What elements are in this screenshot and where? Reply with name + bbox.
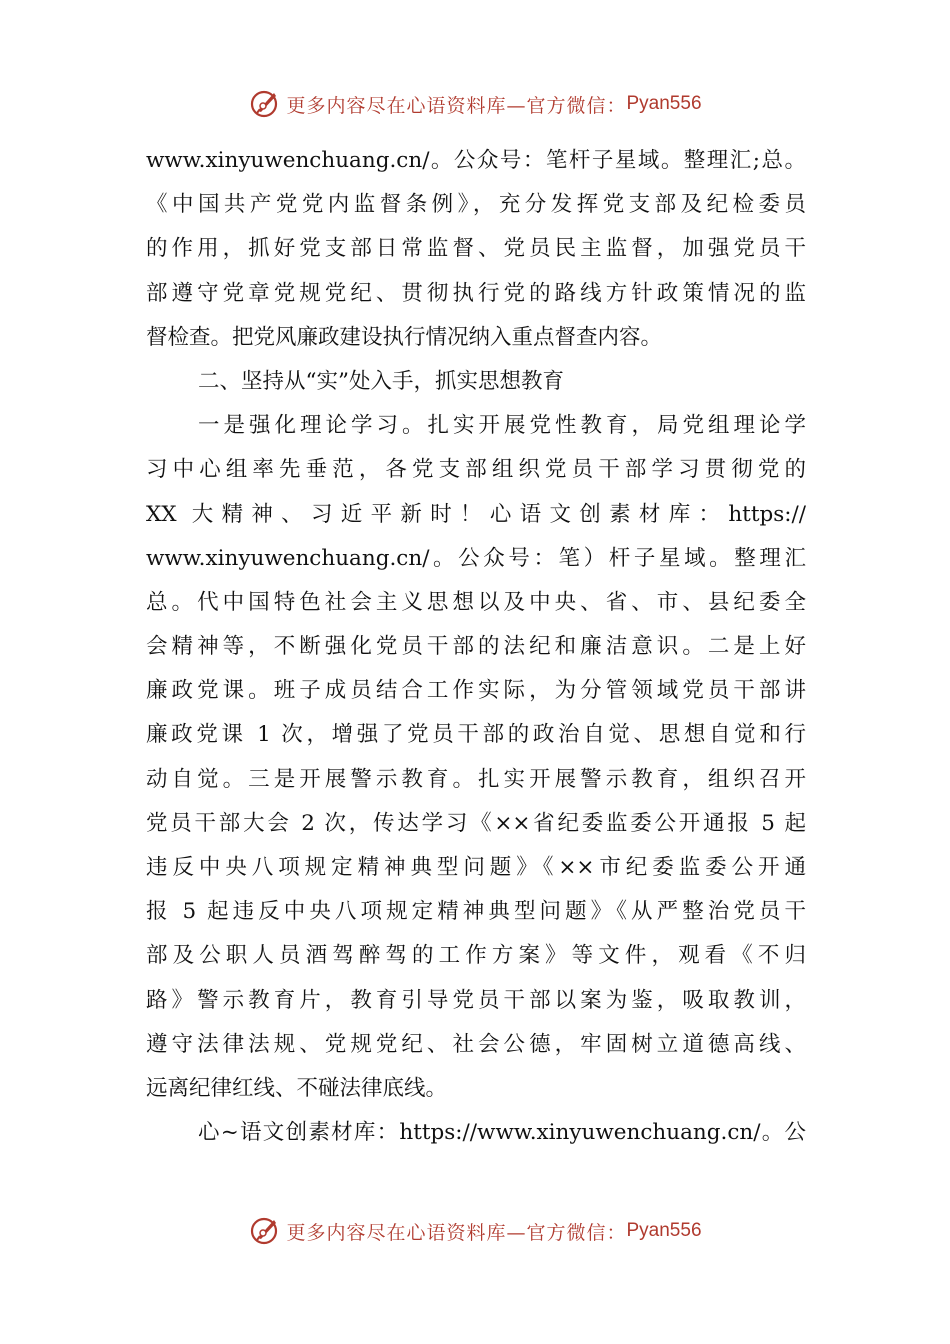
banner-wechat-id: Pyan556 <box>626 93 702 114</box>
text-line: 心~语文创素材库：https://www.xinyuwenchuang.cn/。公 <box>198 1120 806 1146</box>
text-line: 习中心组率先垂范，各党支部组织党员干部学习贯彻党的 <box>146 457 806 483</box>
text-line: 督检查。把党风廉政建设执行情况纳入重点督查内容。 <box>146 324 663 350</box>
text-line: 的作用，抓好党支部日常监督、党员民主监督，加强党员干 <box>146 236 806 262</box>
text-line: 廉政党课 1 次，增强了党员干部的政治自觉、思想自觉和行 <box>146 722 806 748</box>
text-line: 遵守法律法规、党规党纪、社会公德，牢固树立道德高线、 <box>146 1031 806 1057</box>
text-line: 路》警示教育片，教育引导党员干部以案为鉴，吸取教训， <box>146 987 806 1013</box>
text-line: 一是强化理论学习。扎实开展党性教育，局党组理论学 <box>198 413 806 439</box>
text-line: 报 5 起违反中央八项规定精神典型问题》《从严整治党员干 <box>146 899 806 925</box>
text-line: 廉政党课。班子成员结合工作实际，为分管领域党员干部讲 <box>146 678 806 704</box>
text-line: www.xinyuwenchuang.cn/。公众号：笔）杆子星域。整理汇 <box>146 545 806 571</box>
text-line: 总。代中国特色社会主义思想以及中央、省、市、县纪委全 <box>146 589 806 615</box>
banner-wechat-id: Pyan556 <box>626 1220 702 1241</box>
banner-text: 更多内容尽在心语资料库—官方微信： <box>286 1221 627 1244</box>
text-line: XX 大精神、习近平新时！心语文创素材库：https:// <box>146 501 806 527</box>
header-watermark-banner <box>0 84 950 124</box>
footer-watermark-banner <box>0 1211 950 1251</box>
text-line: 动自觉。三是开展警示教育。扎实开展警示教育，组织召开 <box>146 766 806 792</box>
text-line: 党员干部大会 2 次，传达学习《××省纪委监委公开通报 5 起 <box>146 810 806 836</box>
text-line: 违反中央八项规定精神典型问题》《××市纪委监委公开通 <box>146 855 806 880</box>
text-line: www.xinyuwenchuang.cn/。公众号：笔杆子星域。整理汇;总。 <box>146 148 806 173</box>
text-line: 《中国共产党党内监督条例》，充分发挥党支部及纪检委员 <box>146 192 806 218</box>
section-heading: 二、坚持从“实”处入手，抓实思想教育 <box>198 368 564 394</box>
quill-seal-icon <box>248 87 282 121</box>
banner-text: 更多内容尽在心语资料库—官方微信： <box>286 94 627 117</box>
text-line: 会精神等，不断强化党员干部的法纪和廉洁意识。二是上好 <box>146 634 806 660</box>
quill-seal-icon <box>248 1214 282 1248</box>
text-line: 部遵守党章党规党纪、贯彻执行党的路线方针政策情况的监 <box>146 280 806 306</box>
document-body <box>146 139 806 1155</box>
text-line: 部及公职人员酒驾醉驾的工作方案》等文件，观看《不归 <box>146 943 806 969</box>
text-line: 远离纪律红线、不碰法律底线。 <box>146 1075 448 1101</box>
